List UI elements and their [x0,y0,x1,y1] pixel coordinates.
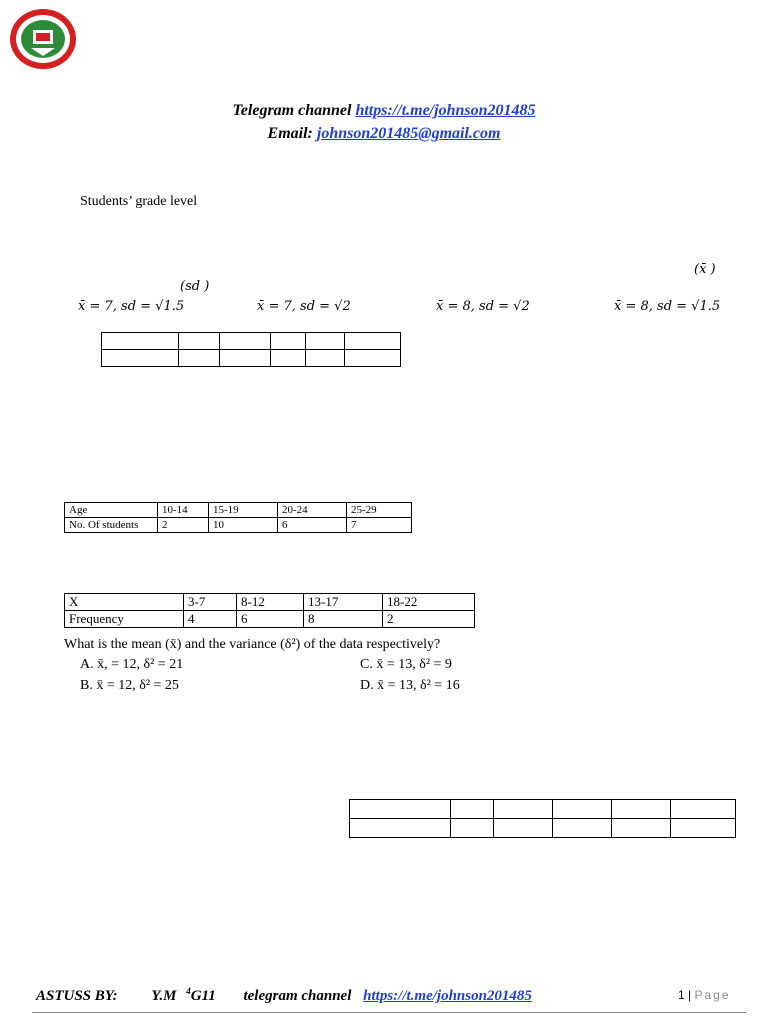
footer-grade-sup: 4 [186,986,191,996]
option-b: B. x̄ = 12, δ² = 25 [80,678,179,693]
frequency-table [64,593,475,628]
table-cell: 8 [304,611,383,628]
table-cell: Age [65,503,158,518]
table-row [102,350,401,367]
sd-option-4: x̄ = 8, sd = √1.5 [614,299,721,314]
footer-divider [32,1012,746,1013]
table-cell: 18-22 [383,594,475,611]
telegram-link[interactable]: https://t.me/johnson201485 [355,102,536,119]
email-header [0,125,768,143]
empty-table-2 [349,799,736,838]
page-word: Page [694,988,731,1002]
telegram-header [0,102,768,120]
table-cell: 25-29 [347,503,412,518]
footer-grade-text: G11 [190,988,216,1004]
footer-channel-link[interactable]: https://t.me/johnson201485 [363,988,532,1004]
table-cell: 7 [347,518,412,533]
sd-label: (sd ) [180,279,210,294]
table-cell: No. Of students [65,518,158,533]
table-cell: 4 [184,611,237,628]
table-row [65,518,412,533]
table-cell: 10-14 [158,503,209,518]
table-cell: 13-17 [304,594,383,611]
table-cell: 6 [278,518,347,533]
age-table [64,502,412,533]
email-label: Email: [267,125,317,142]
telegram-label: Telegram channel [232,102,356,119]
table-cell: 2 [383,611,475,628]
question-text: What is the mean (x̄) and the variance (δ²) of the data respectively? [64,637,441,652]
page-number-value: 1 [678,988,685,1002]
table-cell: 2 [158,518,209,533]
page-separator: | [684,988,695,1002]
table-row [65,594,475,611]
footer-grade [186,986,216,1005]
email-link[interactable]: johnson201485@gmail.com [316,125,501,142]
footer [36,986,532,1005]
footer-channel-label: telegram channel [243,988,352,1004]
table-cell: 10 [209,518,278,533]
table-cell: 6 [237,611,304,628]
table-cell: 15-19 [209,503,278,518]
option-a: A. x̄, = 12, δ² = 21 [80,657,184,672]
table-row [102,333,401,350]
footer-author: Y.M [151,988,177,1004]
option-c: C. x̄ = 13, δ² = 9 [360,657,452,672]
table-cell: Frequency [65,611,184,628]
xbar-label: (x̄ ) [694,262,716,277]
table-cell: X [65,594,184,611]
empty-table-1 [101,332,401,367]
table-cell: 8-12 [237,594,304,611]
table-row [65,503,412,518]
table-row [350,819,736,838]
sd-option-2: x̄ = 7, sd = √2 [257,299,351,314]
option-d: D. x̄ = 13, δ² = 16 [360,678,460,693]
sd-option-3: x̄ = 8, sd = √2 [436,299,530,314]
table-row [350,800,736,819]
page-number [678,988,731,1002]
section-title: Students’ grade level [80,194,198,209]
table-cell: 20-24 [278,503,347,518]
table-row [65,611,475,628]
school-logo [9,8,77,70]
sd-option-1: x̄ = 7, sd = √1.5 [78,299,185,314]
table-cell: 3-7 [184,594,237,611]
footer-astuss: ASTUSS BY: [36,988,118,1004]
